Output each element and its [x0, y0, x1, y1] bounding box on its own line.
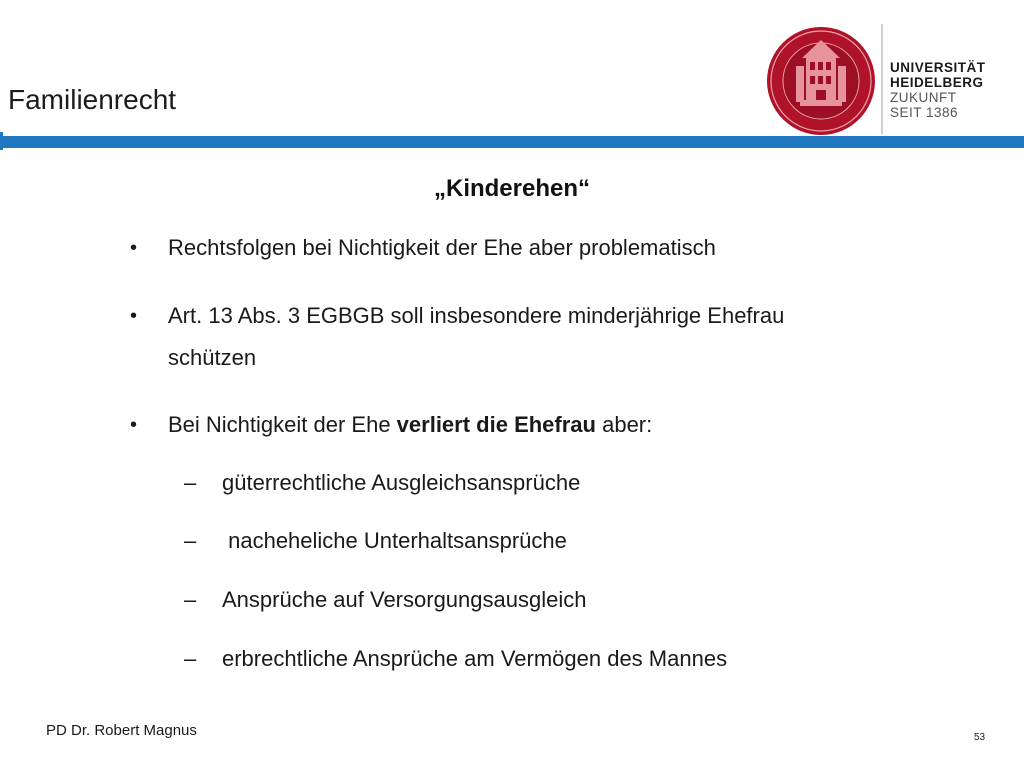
sub-bullet-text: Ansprüche auf Versorgungsausgleich: [222, 587, 587, 612]
bullet-text: [168, 405, 652, 445]
bullet-text: Rechtsfolgen bei Nichtigkeit der Ehe aber problematisch: [168, 235, 716, 260]
sub-bullet-text: erbrechtliche Ansprüche am Vermögen des Mannes: [222, 646, 728, 671]
logo-line-1: UNIVERSITÄT: [890, 60, 986, 75]
header-accent-bar: [0, 136, 1024, 148]
bullet-text-prefix: Bei Nichtigkeit der Ehe: [168, 412, 397, 437]
footer-author: PD Dr. Robert Magnus: [46, 722, 197, 739]
page-number: 53: [974, 732, 986, 743]
dash-icon: –: [184, 646, 197, 671]
dash-icon: –: [184, 587, 197, 612]
logo-divider: [881, 24, 883, 134]
bullet-dot-icon: •: [130, 414, 138, 436]
dash-icon: –: [184, 528, 197, 553]
bullet-dot-icon: •: [130, 305, 138, 327]
logo-line-2: HEIDELBERG: [890, 75, 984, 90]
header-title: Familienrecht: [8, 84, 177, 115]
university-seal-icon: [766, 26, 876, 136]
sub-bullet-text: nacheheliche Unterhaltsansprüche: [222, 528, 567, 553]
bullet-text: schützen: [168, 345, 257, 370]
dash-icon: –: [184, 470, 197, 495]
logo-line-4: SEIT 1386: [890, 105, 959, 120]
slide-title: „Kinderehen“: [433, 175, 591, 202]
bullet-text-suffix: aber:: [595, 412, 653, 437]
bullet-text-bold: verliert die Ehefrau: [396, 412, 596, 437]
bullet-dot-icon: •: [130, 237, 138, 259]
university-logo-text: [890, 60, 986, 120]
bullet-text: Art. 13 Abs. 3 EGBGB soll insbesondere minderjährige Ehefrau: [168, 303, 785, 328]
sub-bullet-text: güterrechtliche Ausgleichsansprüche: [222, 470, 581, 495]
logo-line-3: ZUKUNFT: [890, 90, 957, 105]
